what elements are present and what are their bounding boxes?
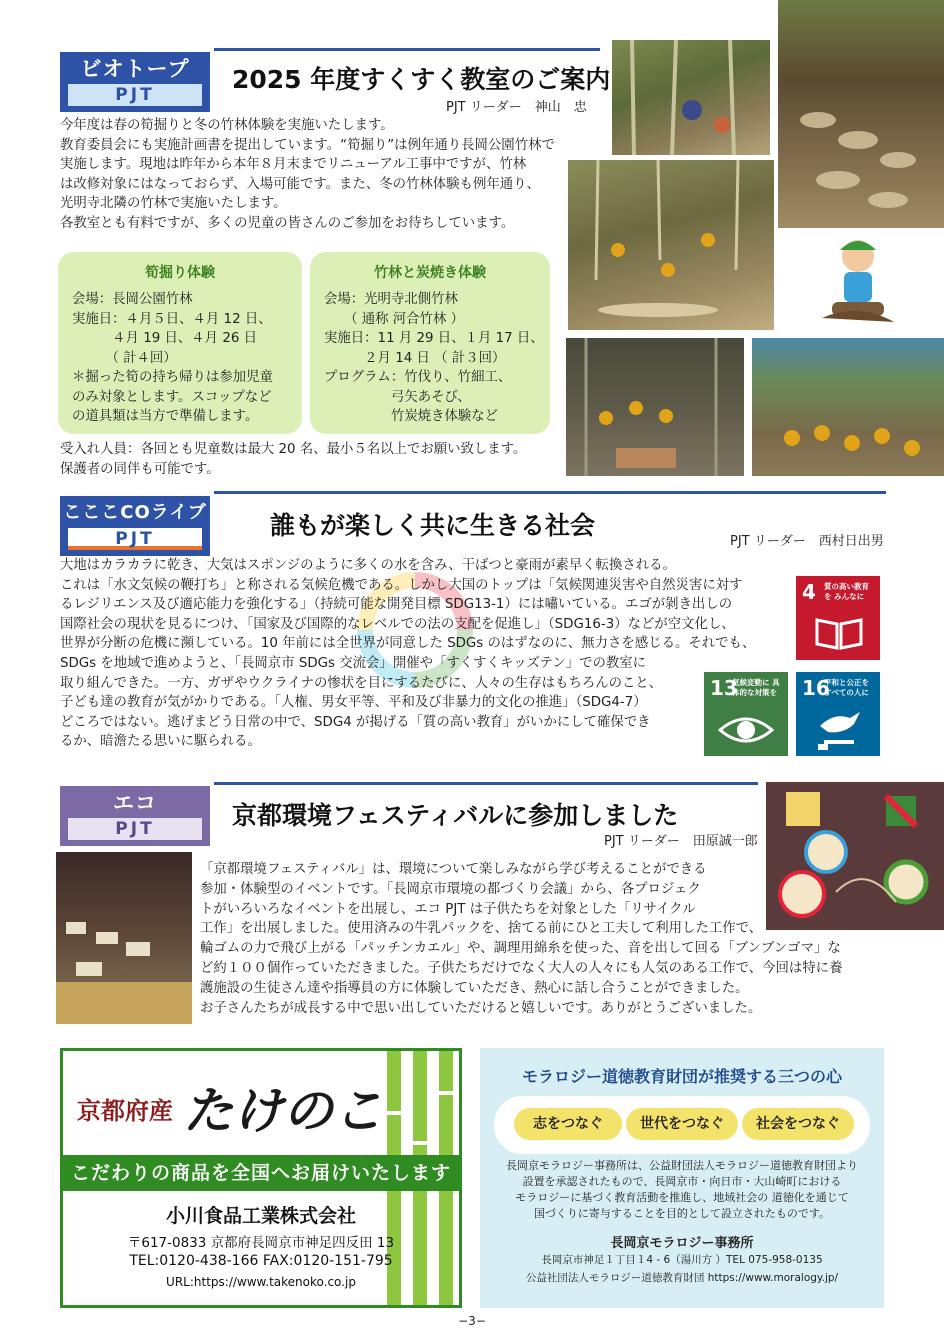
- paragraph-line: 工作」を出展しました。使用済みの牛乳パックを、捨てる前にひと工夫して利用した工作で、: [200, 921, 763, 937]
- paragraph-line: ど約１００個作っていただきました。子供たちだけでなく大人の人々にも人気のある工作で、今回は特に養: [200, 960, 843, 976]
- paragraph-line: これは「水文気候の鞭打ち」と称される気候危機である。しかし大国のトップは「気候関連災害や自然災害に対す: [60, 577, 743, 593]
- sdg-label: 平和と公正を すべての人に: [824, 678, 869, 697]
- box-title: 筍掘り体験: [145, 265, 215, 281]
- ad-banner: こだわりの商品を全国へお届けいたします: [63, 1155, 459, 1191]
- harvested-bamboo-shoots-photo: [778, 0, 944, 228]
- box-line: 竹炭焼き体験など: [324, 409, 499, 424]
- sdg-number: 13: [710, 676, 738, 700]
- tag-name: ビオトープ: [80, 57, 190, 81]
- sdg-label: 気候変動に 具体的な対策を: [732, 678, 780, 697]
- paragraph-line: お子さんたちが成長する中で思い出していただけると嬉しいです。ありがとうございました。: [200, 1000, 762, 1016]
- project-leader: PJT リーダー 田原誠一郎: [604, 834, 758, 849]
- title-rule: [214, 48, 600, 51]
- paragraph-line: は改修対象にはなっておらず、入場可能です。また、冬の竹林体験も例年通り、: [60, 176, 540, 192]
- paragraph-line: 光明寺北隣の竹林で実施いたします。: [60, 196, 287, 211]
- paragraph-line: 国際社会の現状を見るにつけ、「国家及び国際的なレベルでの法の支配を促進し」（SDG16-3）などが空文化し、: [60, 616, 735, 632]
- paragraph-line: るレジリエンス及び適応能力を強化する」（持続可能な開発目標 SDG13-1）には嘯いている。エゴが剝き出しの: [60, 597, 733, 613]
- brand-big: たけのこ: [183, 1081, 383, 1140]
- paragraph-line: るか、暗澹たる思いに駆られる。: [60, 734, 261, 750]
- paragraph-line: 大地はカラカラに乾き、大気はスポンジのように多くの水を含み、干ばつと豪雨が素早く転換される。: [60, 558, 676, 573]
- sdg-number: 16: [802, 676, 830, 700]
- biotope-pjt-tag: [60, 52, 210, 112]
- box-line: プログラム：竹伐り、竹細工、: [324, 370, 512, 385]
- moralogy-ad: [480, 1048, 884, 1308]
- box-line: 会場：光明寺北側竹林: [324, 292, 458, 307]
- box-line: （ 計４回）: [72, 350, 177, 366]
- tag-name: こここCOライブ: [63, 502, 207, 523]
- tag-pjt: PJT: [68, 818, 202, 840]
- sdg-number: 4: [802, 580, 816, 604]
- project-leader: PJT リーダー 神山 忠: [446, 100, 587, 115]
- paragraph-line: 世界が分断の危機に瀕している。10 年前には全世界が同意した SDGs のはずなのに、無力さを感じる。それでも、: [60, 636, 756, 652]
- paragraph-line: 輪ゴムの力で飛び上がる「パッチンカエル」や、調理用綿糸を使った、音を出して回る「ブンブンゴマ」な: [200, 941, 841, 957]
- paragraph-line: 護施設の生徒さん達や指導員の方に体験していただき、熱心に話し合うことができました。: [200, 980, 749, 996]
- office-name: 長岡京モラロジー事務所: [610, 1236, 754, 1251]
- title-rule: [214, 491, 886, 494]
- box-title: 竹林と炭焼き体験: [374, 265, 486, 281]
- company-url[interactable]: URL:https://www.takenoko.co.jp: [166, 1275, 356, 1289]
- body-line: 国づくりに寄与することを目的として設立されたものです。: [533, 1207, 831, 1220]
- bamboo-charcoal-box: [310, 252, 550, 434]
- sdg13-icon: [704, 672, 788, 756]
- title-rule: [214, 782, 758, 785]
- box-line: ４月 19 日、４月 26 日: [72, 331, 258, 346]
- box-line: のみ対象とします。スコップなど: [72, 389, 272, 405]
- body-line: 設置を承認されたもので、長岡京市・向日市・大山崎町における: [522, 1175, 842, 1188]
- box-line: の道具類は当方で準備します。: [72, 409, 259, 424]
- eco-pjt-tag: [60, 786, 210, 846]
- body-line: 長岡京モラロジー事務所は、公益財団法人モラロジー道徳教育財団より: [506, 1159, 858, 1172]
- article-title: 誰もが楽しく共に生きる社会: [270, 511, 596, 540]
- box-line: 実施日：４月５日、４月 12 日、: [72, 311, 272, 327]
- festival-booth-photo: [56, 852, 192, 1024]
- tag-name: エコ: [113, 791, 157, 815]
- paragraph-line: 取り組んできた。一方、ガザやウクライナの惨状を目にするたびに、人々の生存はもちろんのこと、: [60, 675, 663, 691]
- body-line: モラロジーに基づく教育活動を推進し、地域社会の 道徳化を通じて: [515, 1191, 849, 1204]
- paragraph-line: 各教室とも有料ですが、多くの児童の皆さんのご参加をお待ちしています。: [60, 215, 515, 231]
- sdg-label: 質の高い教育を みんなに: [824, 582, 869, 601]
- box-line: 実施日：11 月 29 日、１月 17 日、: [324, 331, 544, 346]
- digging-illustration: [812, 232, 904, 332]
- ad-body: [480, 1158, 884, 1222]
- tag-pjt: PJT: [68, 528, 202, 550]
- ad-title: モラロジー道徳教育財団が推奨する三つの心: [521, 1067, 842, 1086]
- office-address: 長岡京市神足１丁目１4 - 6（湯川方 ）TEL 075-958-0135: [541, 1254, 823, 1266]
- paragraph-line: 保護者の同伴も可能です。: [60, 461, 220, 477]
- paragraph-line: 教育委員会にも実施計画書を提出しています。“筍掘り”は例年通り長岡公園竹林で: [60, 137, 555, 153]
- article-body: [200, 860, 890, 1018]
- paragraph-line: 参加・体験型のイベントです。「長岡京市環境の都づくり会議」から、各プロジェク: [200, 881, 701, 897]
- sdg4-icon: [796, 576, 880, 660]
- tag-pjt: PJT: [68, 84, 202, 106]
- project-leader: PJT リーダー 西村日出男: [730, 534, 884, 549]
- box-line: 弓矢あそび、: [324, 389, 471, 405]
- sdg16-icon: [796, 672, 880, 756]
- pill-aspiration: 志をつなぐ: [514, 1108, 622, 1140]
- paragraph-line: どころではない。逃げまどう日常の中で、SDG4 が掲げる「質の高い教育」がいかにして確保でき: [60, 714, 651, 730]
- paragraph-line: 「京都環境フェスティバル」は、環境について楽しみながら学び考えることができる: [200, 862, 707, 877]
- article-title: 京都環境フェスティバルに参加しました: [232, 801, 679, 830]
- paragraph-line: 今年度は春の筍掘りと冬の竹林体験を実施いたします。: [60, 118, 394, 133]
- box-line: ２月 14 日 （ 計３回）: [324, 350, 506, 366]
- article-body: [60, 116, 570, 233]
- box-line: ＊掘った筍の持ち帰りは参加児童: [72, 370, 273, 385]
- foundation-url[interactable]: 公益社団法人モラロジー道徳教育財団 https://www.moralogy.jp/: [525, 1272, 839, 1284]
- company-address: 〒617-0833 京都府長岡京市神足四反田 13: [127, 1235, 395, 1251]
- article-title: 2025 年度すくすく教室のご案内: [232, 65, 611, 94]
- paragraph-line: SDGs を地域で進めようと、「長岡京市 SDGs 交流会」開催や「すくすくキッズテン」での教室に: [60, 655, 647, 671]
- paragraph-line: 受入れ人員：各回とも児童数は最大 20 名、最小５名以上でお願い致します。: [60, 442, 527, 457]
- brand-small: 京都府産: [77, 1096, 173, 1125]
- company-phone: TEL:0120-438-166 FAX:0120-151-795: [129, 1253, 393, 1269]
- coco-live-pjt-tag: [60, 496, 210, 556]
- children-in-bamboo-forest-photo: [568, 160, 774, 330]
- paragraph-line: 実施します。現地は昨年から本年８月末までリニューアル工事中ですが、竹林: [60, 157, 527, 172]
- ogawa-foods-ad: [60, 1048, 462, 1308]
- page-number: −3−: [458, 1314, 486, 1328]
- paragraph-line: 子ども達の教育が気がかりである。「人権、男女平等、平和及び非暴力的文化の推進」（SDG4-7）: [60, 695, 647, 711]
- company-name: 小川食品工業株式会社: [165, 1205, 356, 1227]
- bamboo-forest-photo: [612, 40, 770, 155]
- takenoko-digging-box: [58, 252, 302, 434]
- charcoal-kiln-photo: [566, 338, 744, 476]
- pill-generation: 世代をつなぐ: [626, 1108, 738, 1140]
- box-line: （ 通称 河合竹林 ）: [324, 311, 464, 327]
- paragraph-line: トがいろいろなイベントを出展し、エコ PJT は子供たちを対象とした「リサイクル: [200, 901, 696, 917]
- article-footer: [60, 440, 570, 479]
- box-line: 会場：長岡公園竹林: [72, 292, 193, 307]
- pill-society: 社会をつなぐ: [742, 1108, 854, 1140]
- children-seated-photo: [752, 338, 944, 476]
